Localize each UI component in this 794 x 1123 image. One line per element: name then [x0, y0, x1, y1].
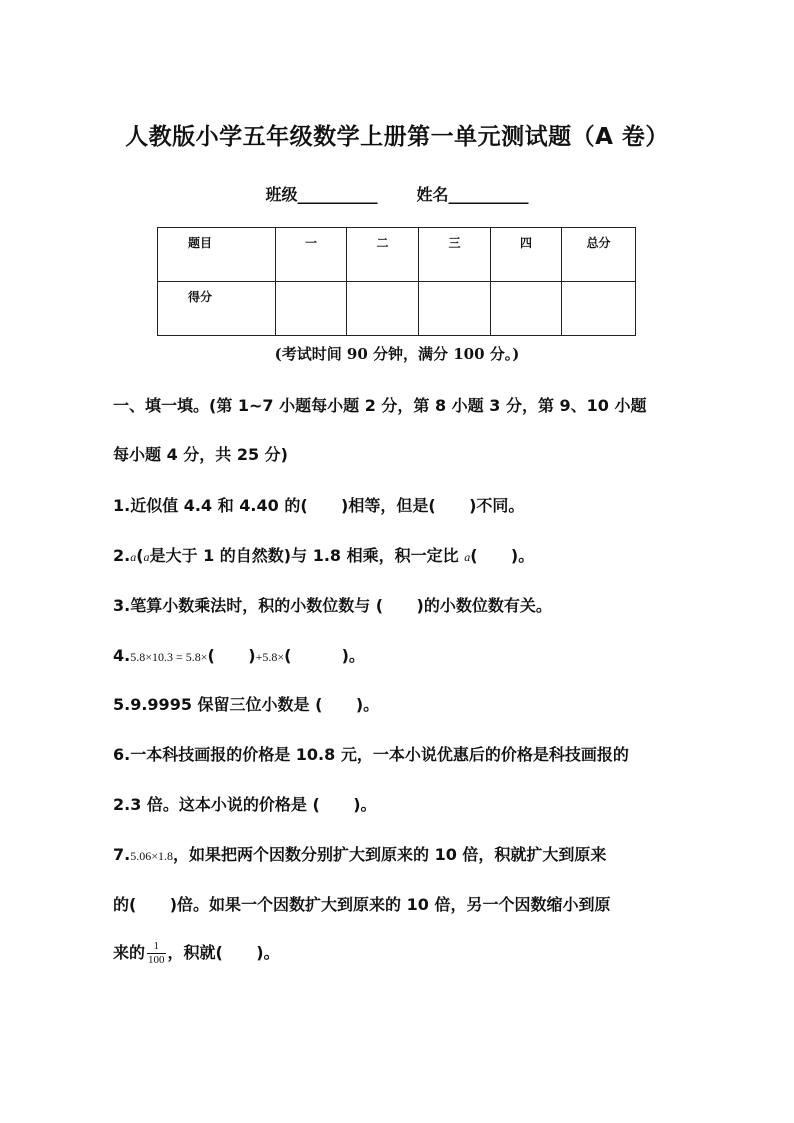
class-label: 班级	[265, 185, 298, 204]
score-cell[interactable]	[347, 282, 419, 336]
q7-part: 来的	[113, 943, 146, 962]
q7-expression: 5.06×1.8	[130, 849, 173, 863]
q2-part: ( )。	[470, 546, 535, 565]
question-4	[113, 643, 365, 666]
section-heading-line1: 一、填一填。(第 1~7 小题每小题 2 分，第 8 小题 3 分，第 9、10 小题	[113, 396, 647, 415]
score-cell[interactable]	[562, 282, 636, 336]
page-title: 人教版小学五年级数学上册第一单元测试题（A 卷）	[125, 124, 669, 150]
q2-part: (	[136, 546, 144, 565]
q2-variable: a	[130, 550, 137, 564]
question-5: 5.9.9995 保留三位小数是 ( )。	[113, 695, 380, 714]
name-label: 姓名	[416, 185, 449, 204]
score-cell[interactable]	[276, 282, 347, 336]
score-cell[interactable]	[491, 282, 562, 336]
q2-variable: a	[464, 550, 471, 564]
section-heading-line2: 每小题 4 分，共 25 分)	[113, 445, 288, 464]
question-6-line1: 6.一本科技画报的价格是 10.8 元，一本小说优惠后的价格是科技画报的	[113, 745, 629, 764]
q2-part: 是大于 1 的自然数)与 1.8 相乘，积一定比	[149, 546, 459, 565]
q2-part: 2.	[113, 546, 131, 565]
question-7-line1	[113, 842, 606, 865]
fraction-numerator: 1	[147, 940, 166, 954]
student-info-row	[0, 182, 794, 205]
table-header-cell: 三	[419, 228, 491, 282]
table-header-cell: 题目	[158, 228, 276, 282]
q4-part: 4.	[113, 646, 131, 665]
exam-note: (考试时间 90 分钟，满分 100 分。)	[274, 345, 520, 363]
q7-part: ，如果把两个因数分别扩大到原来的 10 倍，积就扩大到原来	[173, 845, 607, 864]
table-header-row	[158, 228, 636, 282]
q4-part: ( )	[207, 646, 256, 665]
question-3: 3.笔算小数乘法时，积的小数位数与 ( )的小数位数有关。	[113, 596, 552, 615]
name-blank[interactable]: __________	[448, 185, 529, 204]
fraction	[147, 940, 166, 967]
q4-part: ( )。	[284, 646, 365, 665]
q4-expression: +5.8×	[255, 650, 285, 664]
question-6-line2: 2.3 倍。这本小说的价格是 ( )。	[113, 795, 377, 814]
table-header-cell: 二	[347, 228, 419, 282]
question-7-line3	[113, 940, 280, 967]
q2-variable: a	[143, 550, 150, 564]
table-header-cell: 一	[276, 228, 347, 282]
q7-part: 7.	[113, 845, 131, 864]
question-7-line2: 的( )倍。如果一个因数扩大到原来的 10 倍，另一个因数缩小到原	[113, 895, 611, 914]
score-cell[interactable]	[419, 282, 491, 336]
class-blank[interactable]: __________	[297, 185, 378, 204]
score-table	[157, 227, 636, 336]
question-2	[113, 543, 534, 566]
table-header-cell: 总分	[562, 228, 636, 282]
q4-expression: 5.8×10.3 = 5.8×	[130, 650, 208, 664]
fraction-denominator: 100	[148, 954, 165, 966]
table-row-label: 得分	[158, 282, 276, 336]
q7-part: ，积就( )。	[167, 943, 280, 962]
question-1: 1.近似值 4.4 和 4.40 的( )相等，但是( )不同。	[113, 496, 525, 515]
table-header-cell: 四	[491, 228, 562, 282]
table-score-row	[158, 282, 636, 336]
